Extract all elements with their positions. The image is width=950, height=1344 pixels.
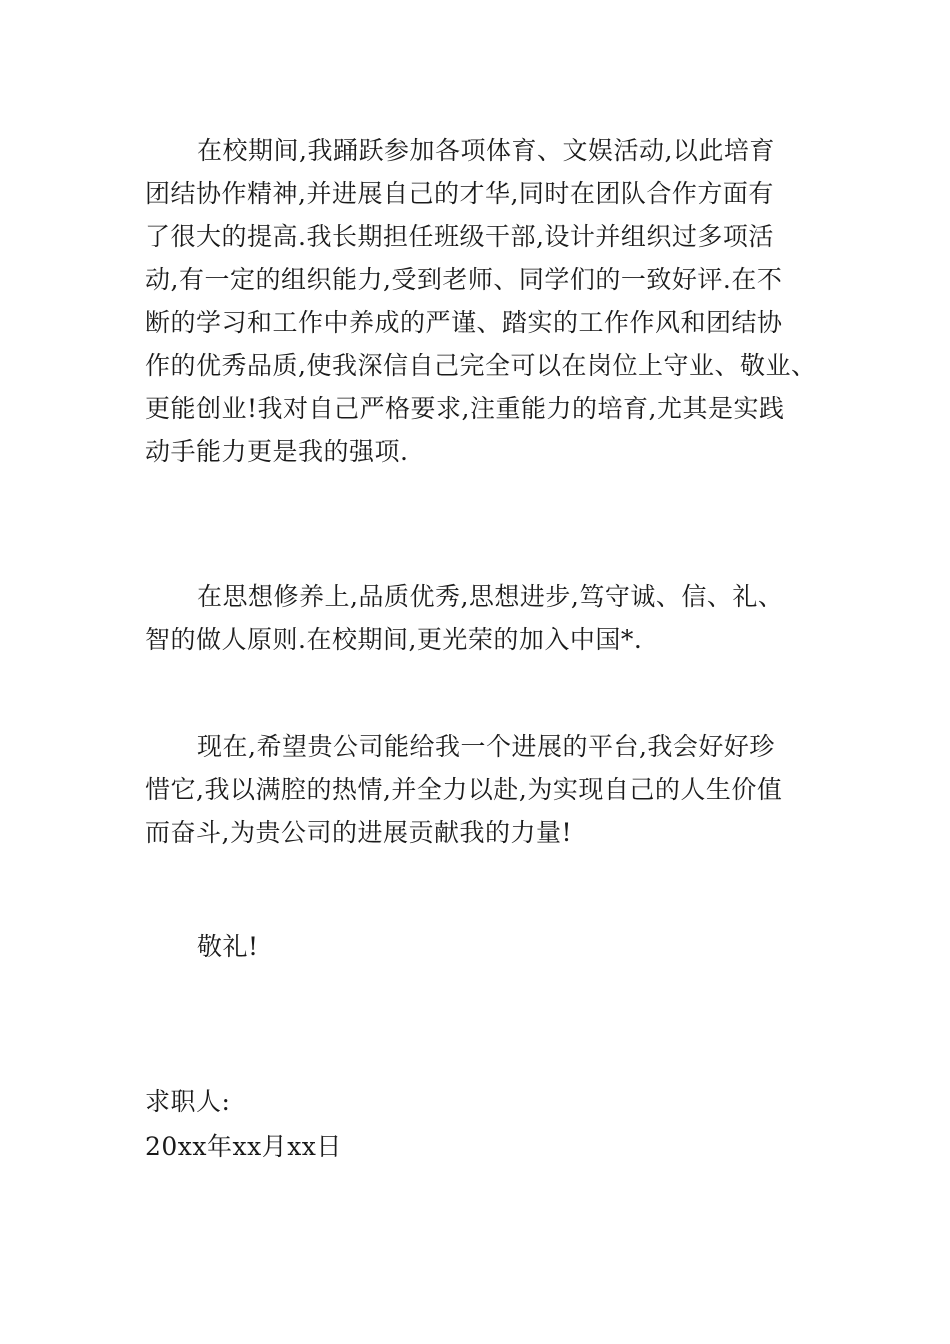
paragraph-line: 更能创业!我对自己严格要求,注重能力的培育,尤其是实践 [145,394,785,423]
paragraph-line: 惜它,我以满腔的热情,并全力以赴,为实现自己的人生价值 [145,775,783,804]
paragraph-line: 动手能力更是我的强项. [145,437,409,466]
signature-label: 求职人: [145,1087,231,1116]
paragraph-campus-activities [145,129,817,473]
paragraph-line: 现在,希望贵公司能给我一个进展的平台,我会好好珍 [197,732,775,761]
paragraph-line: 在校期间,我踊跃参加各项体育、文娱活动,以此培育 [197,136,775,165]
closing-salutation [145,925,810,968]
paragraph-line: 智的做人原则.在校期间,更光荣的加入中国*. [145,625,643,654]
paragraph-line: 动,有一定的组织能力,受到老师、同学们的一致好评.在不 [145,265,783,294]
letter-date: 20xx年xx月xx日 [145,1132,342,1161]
paragraph-line: 团结协作精神,并进展自己的才华,同时在团队合作方面有 [145,179,774,208]
closing-text: 敬礼! [197,932,259,961]
signature-line [145,1080,810,1123]
paragraph-line: 断的学习和工作中养成的严谨、踏实的工作作风和团结协 [145,308,783,337]
paragraph-line: 了很大的提高.我长期担任班级干部,设计并组织过多项活 [145,222,774,251]
paragraph-line: 而奋斗,为贵公司的进展贡献我的力量! [145,818,572,847]
paragraph-line: 作的优秀品质,使我深信自己完全可以在岗位上守业、敬业、 [145,351,817,380]
paragraph-ideology [145,575,810,661]
paragraph-line: 在思想修养上,品质优秀,思想进步,笃守诚、信、礼、 [197,582,784,611]
date-line [145,1125,810,1168]
paragraph-aspiration [145,725,810,854]
